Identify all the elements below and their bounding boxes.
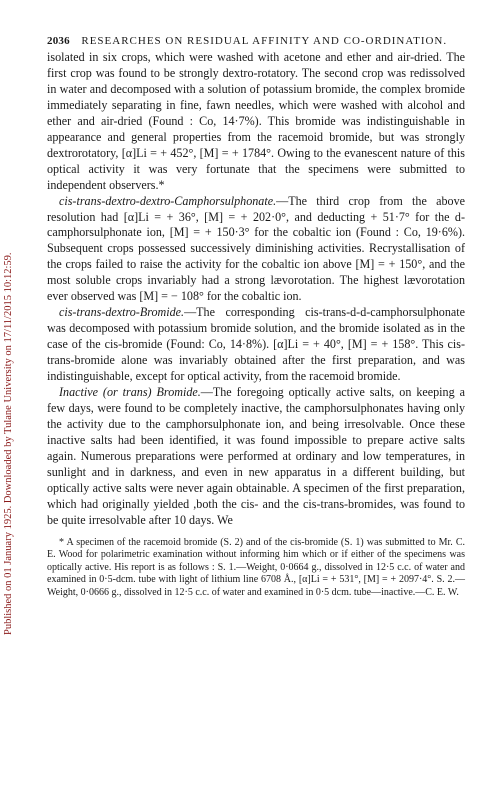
running-header [47,32,465,50]
publication-sidebar [3,95,17,635]
footnote [47,537,465,600]
paragraph-3 [47,305,465,385]
running-title: RESEARCHES ON RESIDUAL AFFINITY AND CO-ORDINATION. [81,35,448,47]
paragraph-2-body: —The third crop from the above resolution had [α]Li = + 36°, [M] = + 202·0°, and deducting + 51·7° for the d-camphorsulphonate ion, [M] = + 150·3° for the cobaltic ion (Found : Co, 19·6%). Subsequent crops possessed successively diminishing activities. Recrystallisation of the crops failed to raise the activity for the cobaltic ion above [M] = + 150°, and the most soluble crops invariably had a strong lævorotation. The highest lævorotation ever observed was [M] = − 108° for the cobaltic ion. [47,193,465,304]
paragraph-4 [47,385,465,529]
footnote-text: * A specimen of the racemoid bromide (S. 2) and of the cis-bromide (S. 1) was submitted to Mr. C. E. Wood for polarimetric examination without informing him which or if either of the specimens was optically active. His report is as follows : S. 1.—Weight, 0·0664 g., dissolved in 12·5 c.c. of water and examined in 0·5-dcm. tube with light of lithium line 6708 Å., [α]Li = + 531°, [M] = + 2097·4°. S. 2.—Weight, 0·0666 g., dissolved in 12·5 c.c. of water and examined in 0·5 dcm. tube—inactive.—C. E. W. [47,536,465,598]
paragraph-2-heading: cis-trans-dextro-dextro-Camphorsulphonate. [59,193,277,208]
paragraph-1: isolated in six crops, which were washed with acetone and ether and air-dried. The first crop was found to be strongly dextro-rotatory. The second crop was redissolved in water and decomposed with a solution of potassium bromide, the complex bromide immediately separating in fine, fawn needles, which were washed with alcohol and ether and air-dried (Found : Co, 14·7%). This bromide was indistinguishable in appearance and general properties from the racemoid bromide, but was strongly dextrorotatory, [α]Li = + 452°, [M] = + 1784°. Owing to the evanescent nature of this optical activity it was very fortunate that the specimens were submitted to independent observers.* [47,50,465,192]
paragraph-4-heading: Inactive (or trans) Bromide. [59,385,201,400]
paragraph-2 [47,194,465,306]
publication-notice: Published on 01 January 1925. Downloaded by Tulane University on 17/11/2015 10:12:59. [3,252,14,635]
paragraph-3-body: —The corresponding cis-trans-d-d-camphorsulphonate was decomposed with potassium bromide solution, and the bromide isolated as in the case of the cis-bromide (Found: Co, 14·8%). [α]Li = + 40°, [M] = + 158°. This cis-trans-bromide alone was invariably obtained after the first preparation, and was indistinguishable, except for optical activity, from the racemoid bromide. [47,305,465,384]
page-number: 2036 [47,35,70,47]
page-content [47,32,465,600]
paragraph-3-heading: cis-trans-dextro-Bromide. [59,305,185,320]
paragraph-4-body: —The foregoing optically active salts, on keeping a few days, were found to be completely inactive, the camphorsulphonates having only the activity due to the camphorsulphonate ion, and being irresolvable. Once these inactive salts had been identified, it was found impossible to prepare active salts again. Numerous preparations were performed at ordinary and low temperatures, in sunlight and in darkness, and even in new apparatus in a different building, but optically active salts were never again obtainable. A specimen of the first preparation, which had originally yielded ,both the cis- and the cis-trans-bromides, was found to be quite irresolvable after 10 days. We [47,385,465,527]
